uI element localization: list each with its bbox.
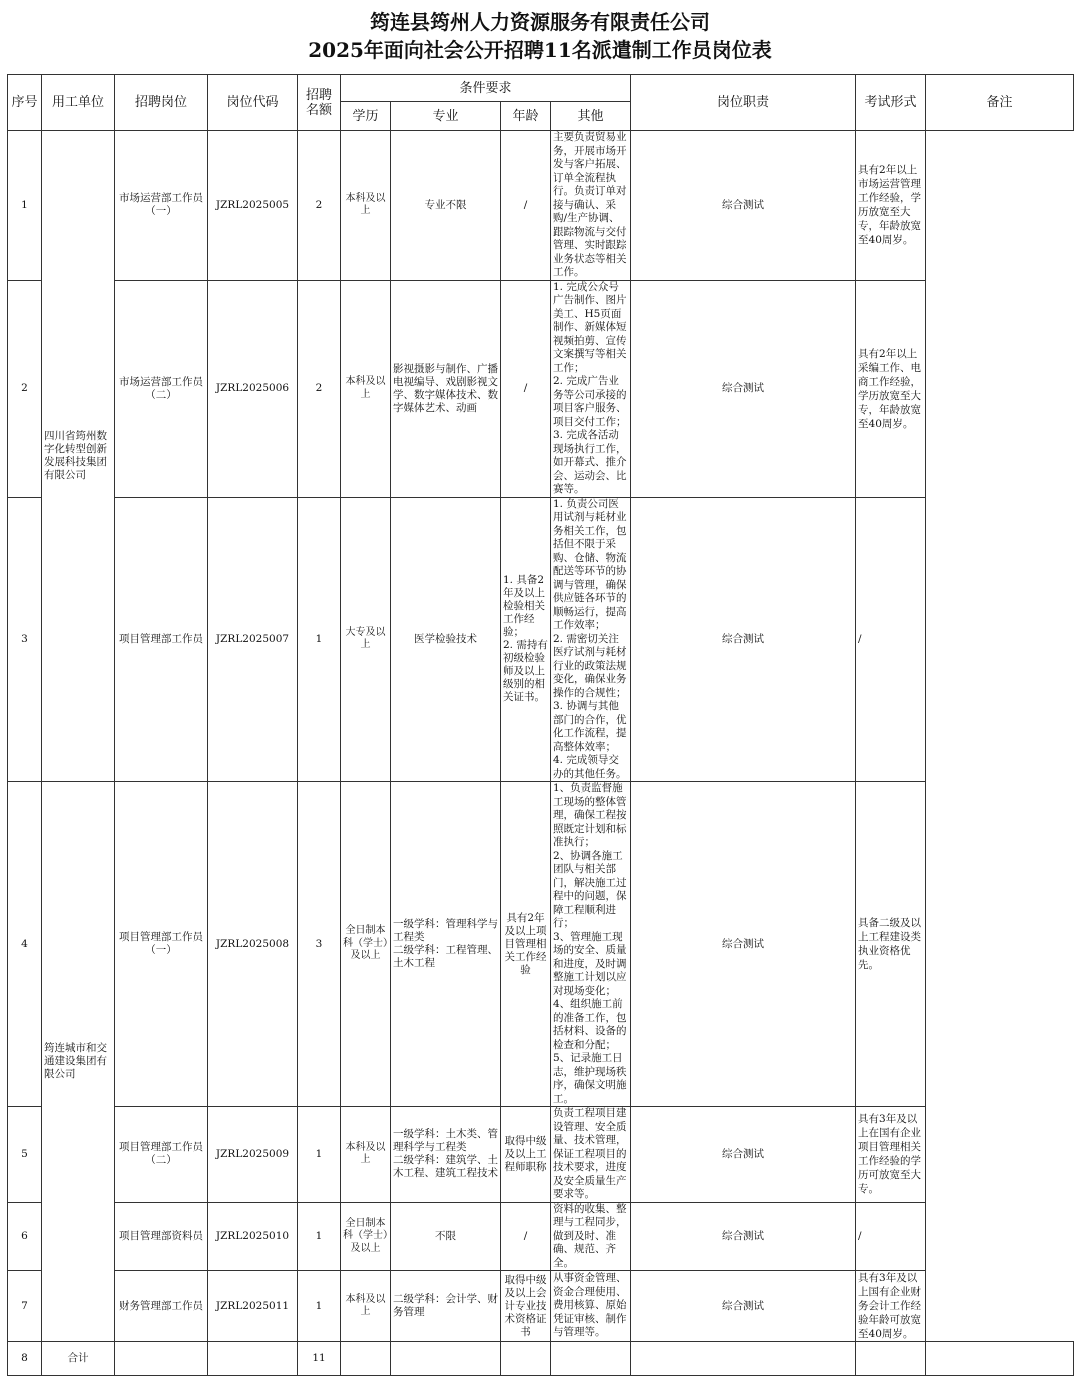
table-row	[8, 1271, 1074, 1342]
cell-seq: 5	[8, 1107, 42, 1203]
header-quota: 招聘名额	[298, 75, 341, 131]
header-duty: 岗位职责	[631, 75, 856, 131]
cell-edu: 大专及以上	[341, 497, 391, 782]
cell-duty: 负责工程项目建设管理、安全质量、技术管理，保证工程项目的技术要求，进度及安全质量生产要求等。	[551, 1107, 631, 1203]
total-label: 合计	[42, 1342, 115, 1376]
cell-other: 1. 具备2年及以上检验相关工作经验； 2. 需持有初级检验师及以上级别的相关证书。	[501, 497, 551, 782]
cell-seq: 3	[8, 497, 42, 782]
cell-empty	[926, 1342, 1074, 1376]
cell-code: JZRL2025007	[208, 497, 298, 782]
table-row	[8, 131, 1074, 281]
cell-empty	[115, 1342, 208, 1376]
title-line-2: 2025年面向社会公开招聘11名派遣制工作员岗位表	[308, 38, 772, 62]
cell-post: 项目管理部资料员	[115, 1202, 208, 1271]
cell-code: JZRL2025011	[208, 1271, 298, 1342]
cell-code: JZRL2025006	[208, 280, 298, 497]
cell-edu: 本科及以上	[341, 1107, 391, 1203]
cell-seq: 4	[8, 782, 42, 1107]
cell-other: /	[501, 280, 551, 497]
header-post: 招聘岗位	[115, 75, 208, 131]
cell-remark: 具有2年以上采编工作、电商工作经验，学历放宽至大专，年龄放宽至40周岁。	[856, 280, 926, 497]
cell-exam: 综合测试	[631, 280, 856, 497]
cell-major: 二级学科：会计学、财务管理	[391, 1271, 501, 1342]
header-remark: 备注	[926, 75, 1074, 131]
header-code: 岗位代码	[208, 75, 298, 131]
header-other: 其他	[551, 102, 631, 131]
cell-remark: 具备二级及以上工程建设类执业资格优先。	[856, 782, 926, 1107]
cell-seq: 2	[8, 280, 42, 497]
cell-seq: 7	[8, 1271, 42, 1342]
cell-quota: 1	[298, 1202, 341, 1271]
cell-empty	[551, 1342, 631, 1376]
title-line-1: 筠连县筠州人力资源服务有限责任公司	[370, 10, 710, 34]
cell-exam: 综合测试	[631, 497, 856, 782]
header-exam: 考试形式	[856, 75, 926, 131]
cell-code: JZRL2025009	[208, 1107, 298, 1203]
total-row	[8, 1342, 1074, 1376]
cell-edu: 本科及以上	[341, 131, 391, 281]
cell-edu: 本科及以上	[341, 1271, 391, 1342]
cell-duty: 主要负责贸易业务，开展市场开发与客户拓展、订单全流程执行。负责订单对接与确认、采购/生产协调、跟踪物流与交付管理、实时跟踪业务状态等相关工作。	[551, 131, 631, 281]
cell-post: 项目管理部工作员	[115, 497, 208, 782]
header-conditions: 条件要求	[341, 75, 631, 102]
cell-unit: 筠连城市和交通建设集团有限公司	[42, 782, 115, 1342]
cell-edu: 本科及以上	[341, 280, 391, 497]
cell-major: 一级学科：土木类、管理科学与工程类 二级学科：建筑学、土木工程、建筑工程技术	[391, 1107, 501, 1203]
cell-post: 项目管理部工作员（一）	[115, 782, 208, 1107]
cell-duty: 1、负责监督施工现场的整体管理，确保工程按照既定计划和标准执行； 2、协调各施工团队与相关部门，解决施工过程中的问题，保障工程顺利进行； 3、管理施工现场的安全、质量和进度，及时调整施工计划以应对现场变化； 4、组织施工前的准备工作，包括材料、设备的检查和分配； 5、记录施工日志，维护现场秩序，确保文明施工。	[551, 782, 631, 1107]
cell-post: 市场运营部工作员（二）	[115, 280, 208, 497]
cell-code: JZRL2025005	[208, 131, 298, 281]
cell-exam: 综合测试	[631, 1271, 856, 1342]
header-edu: 学历	[341, 102, 391, 131]
cell-empty	[501, 1342, 551, 1376]
header-age: 年龄	[501, 102, 551, 131]
cell-major: 专业不限	[391, 131, 501, 281]
total-quota: 11	[298, 1342, 341, 1376]
cell-duty: 资料的收集、整理与工程同步，做到及时、准确、规范、齐全。	[551, 1202, 631, 1271]
cell-remark: /	[856, 497, 926, 782]
document-title	[0, 8, 1080, 64]
header-seq: 序号	[8, 75, 42, 131]
cell-other: /	[501, 1202, 551, 1271]
cell-empty	[341, 1342, 391, 1376]
cell-exam: 综合测试	[631, 782, 856, 1107]
cell-quota: 1	[298, 1271, 341, 1342]
cell-duty: 1. 完成公众号广告制作、图片美工、H5页面制作、新媒体短视频拍剪、宣传文案撰写等相关工作； 2. 完成广告业务等公司承接的项目客户服务、项目交付工作； 3. 完成各活动现场执行工作，如开幕式、推介会、运动会、比赛等。	[551, 280, 631, 497]
cell-quota: 3	[298, 782, 341, 1107]
cell-remark: 具有3年及以上在国有企业项目管理相关工作经验的学历可放宽至大专。	[856, 1107, 926, 1203]
cell-duty: 从事资金管理、资金合理使用、费用核算、原始凭证审核、制作与管理等。	[551, 1271, 631, 1342]
cell-remark: 具有2年以上市场运营管理工作经验，学历放宽至大专，年龄放宽至40周岁。	[856, 131, 926, 281]
cell-edu: 全日制本科（学士）及以上	[341, 782, 391, 1107]
cell-major: 医学检验技术	[391, 497, 501, 782]
table-row	[8, 280, 1074, 497]
cell-code: JZRL2025010	[208, 1202, 298, 1271]
cell-duty: 1. 负责公司医用试剂与耗材业务相关工作，包括但不限于采购、仓储、物流配送等环节的协调与管理，确保供应链各环节的顺畅运行，提高工作效率； 2. 需密切关注医疗试剂与耗材行业的政策法规变化，确保业务操作的合规性； 3. 协调与其他部门的合作，优化工作流程，提高整体效率； 4. 完成领导交办的其他任务。	[551, 497, 631, 782]
cell-empty	[208, 1342, 298, 1376]
cell-empty	[631, 1342, 856, 1376]
cell-quota: 1	[298, 497, 341, 782]
table-row	[8, 1202, 1074, 1271]
cell-exam: 综合测试	[631, 131, 856, 281]
table-row	[8, 497, 1074, 782]
cell-other: 取得中级及以上工程师职称	[501, 1107, 551, 1203]
cell-remark: /	[856, 1202, 926, 1271]
header-row-1	[8, 75, 1074, 102]
cell-unit: 四川省筠州数字化转型创新发展科技集团有限公司	[42, 131, 115, 782]
table-row	[8, 782, 1074, 1107]
cell-remark: 具有3年及以上国有企业财务会计工作经验年龄可放宽至40周岁。	[856, 1271, 926, 1342]
header-major: 专业	[391, 102, 501, 131]
cell-exam: 综合测试	[631, 1202, 856, 1271]
header-unit: 用工单位	[42, 75, 115, 131]
cell-other: 取得中级及以上会计专业技术资格证书	[501, 1271, 551, 1342]
cell-empty	[391, 1342, 501, 1376]
cell-code: JZRL2025008	[208, 782, 298, 1107]
recruitment-table	[7, 74, 1074, 1376]
cell-quota: 1	[298, 1107, 341, 1203]
cell-seq: 8	[8, 1342, 42, 1376]
cell-major: 不限	[391, 1202, 501, 1271]
cell-quota: 2	[298, 280, 341, 497]
cell-exam: 综合测试	[631, 1107, 856, 1203]
cell-seq: 1	[8, 131, 42, 281]
cell-empty	[856, 1342, 926, 1376]
cell-quota: 2	[298, 131, 341, 281]
cell-edu: 全日制本科（学士）及以上	[341, 1202, 391, 1271]
cell-post: 财务管理部工作员	[115, 1271, 208, 1342]
cell-major: 影视摄影与制作、广播电视编导、戏剧影视文学、数字媒体技术、数字媒体艺术、动画	[391, 280, 501, 497]
cell-other: /	[501, 131, 551, 281]
cell-other: 具有2年及以上项目管理相关工作经验	[501, 782, 551, 1107]
cell-post: 项目管理部工作员（二）	[115, 1107, 208, 1203]
cell-post: 市场运营部工作员（一）	[115, 131, 208, 281]
cell-seq: 6	[8, 1202, 42, 1271]
table-row	[8, 1107, 1074, 1203]
cell-major: 一级学科：管理科学与工程类 二级学科：工程管理、土木工程	[391, 782, 501, 1107]
